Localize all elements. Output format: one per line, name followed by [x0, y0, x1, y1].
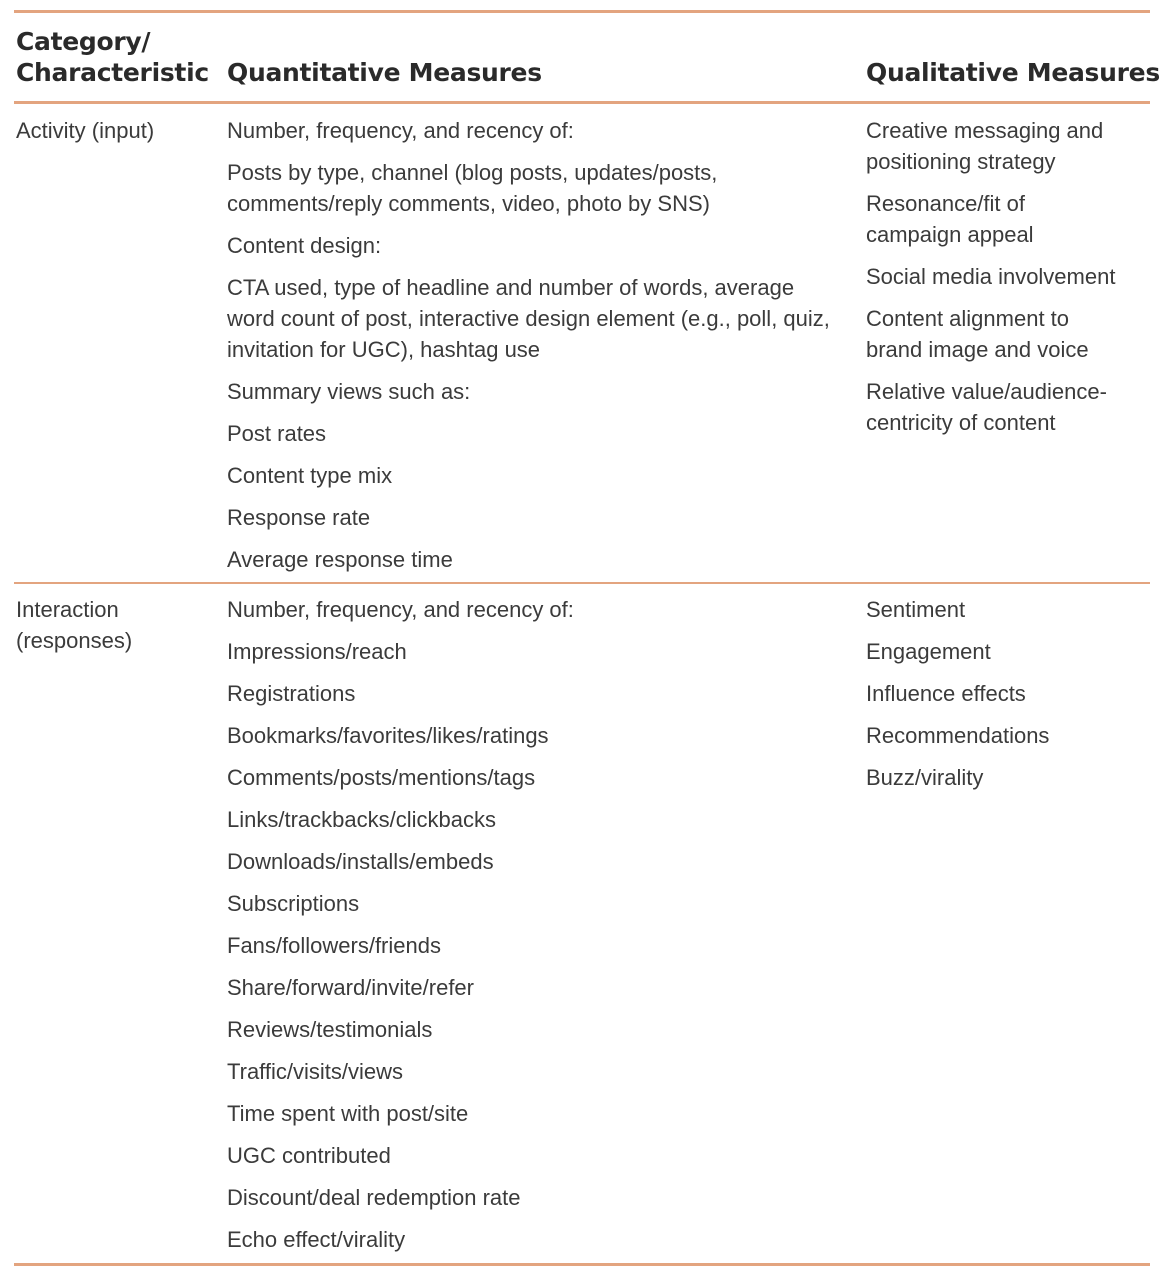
list-item: Subscriptions [227, 891, 360, 916]
category-label: Interaction [16, 597, 119, 622]
row-interaction-quantitative [227, 594, 847, 1266]
list-item: Reviews/testimonials [227, 1017, 433, 1042]
list-item: Sentiment [866, 597, 966, 622]
header-category-line1: Category/ [16, 27, 151, 56]
list-item: Comments/posts/mentions/tags [227, 765, 536, 790]
row-interaction-qualitative [866, 594, 1156, 804]
list-item: Posts by type, channel (blog posts, updates/posts, comments/reply comments, video, photo by SNS) [227, 160, 718, 216]
list-item: Content type mix [227, 463, 393, 488]
list-item: Post rates [227, 421, 327, 446]
list-item: Fans/followers/friends [227, 933, 441, 958]
list-item: Discount/deal redemption rate [227, 1185, 521, 1210]
list-item: CTA used, type of headline and number of words, average word count of post, interactive design element (e.g., poll, quiz, invitation for UGC), hashtag use [227, 275, 830, 362]
row-divider [14, 582, 1150, 584]
list-item: Number, frequency, and recency of: [227, 118, 574, 143]
list-item: Recommendations [866, 723, 1050, 748]
list-item: Echo effect/virality [227, 1227, 406, 1252]
row-activity-quantitative [227, 115, 847, 586]
list-item: Content alignment to brand image and voice [866, 306, 1089, 362]
list-item: Registrations [227, 681, 356, 706]
list-item: Social media involvement [866, 264, 1116, 289]
list-item: Resonance/fit of campaign appeal [866, 191, 1034, 247]
list-item: Share/forward/invite/refer [227, 975, 474, 1000]
list-item: Links/trackbacks/clickbacks [227, 807, 496, 832]
category-label: Activity (input) [16, 118, 155, 143]
list-item: Bookmarks/favorites/likes/ratings [227, 723, 549, 748]
list-item: Influence effects [866, 681, 1026, 706]
list-item: Number, frequency, and recency of: [227, 597, 574, 622]
list-item: Impressions/reach [227, 639, 407, 664]
top-rule [14, 10, 1150, 13]
header-rule [14, 101, 1150, 104]
row-activity-category [16, 115, 216, 157]
list-item: Summary views such as: [227, 379, 471, 404]
header-category [16, 26, 216, 88]
list-item: Time spent with post/site [227, 1101, 469, 1126]
list-item: Relative value/audience-centricity of content [866, 379, 1107, 435]
list-item: Downloads/installs/embeds [227, 849, 494, 874]
row-activity-qualitative [866, 115, 1156, 449]
list-item: Creative messaging and positioning strategy [866, 118, 1104, 174]
list-item: UGC contributed [227, 1143, 391, 1168]
list-item: Engagement [866, 639, 991, 664]
bottom-rule [14, 1263, 1150, 1266]
list-item: Buzz/virality [866, 765, 984, 790]
list-item: Content design: [227, 233, 382, 258]
header-category-line2: Characteristic [16, 58, 209, 87]
header-quantitative: Quantitative Measures [227, 58, 542, 87]
row-interaction-category [16, 594, 216, 656]
header-qualitative: Qualitative Measures [866, 58, 1160, 87]
category-label-sub: (responses) [16, 628, 133, 653]
list-item: Average response time [227, 547, 453, 572]
list-item: Response rate [227, 505, 371, 530]
list-item: Traffic/visits/views [227, 1059, 404, 1084]
